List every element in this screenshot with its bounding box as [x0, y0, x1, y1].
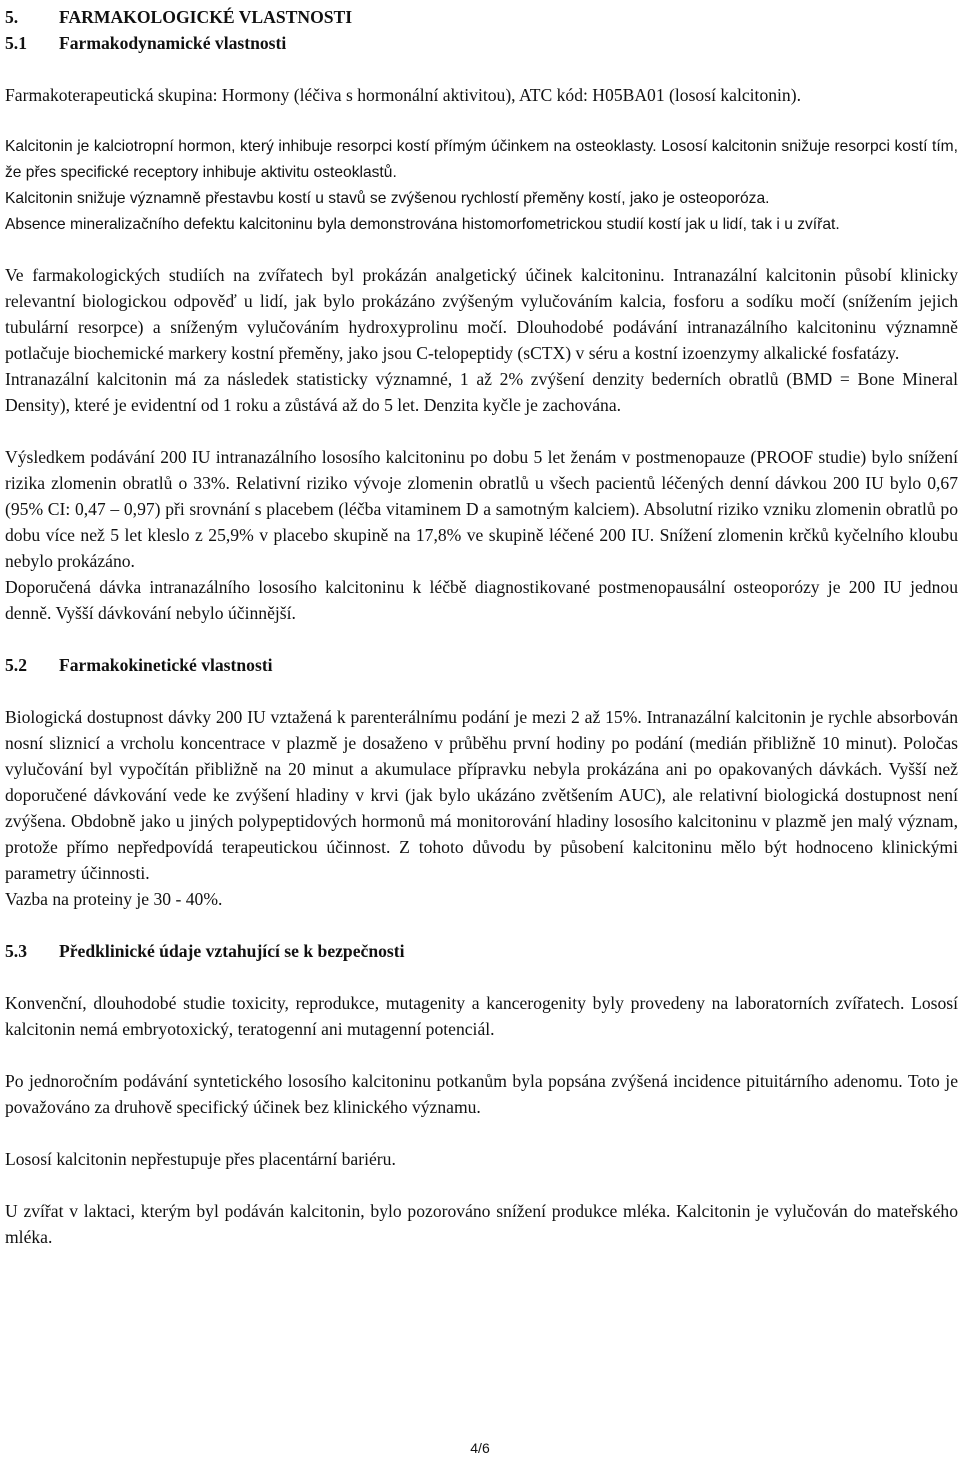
- section-5-2-title: Farmakokinetické vlastnosti: [59, 655, 273, 675]
- page-number: 4/6: [470, 1440, 490, 1456]
- paragraph-proof-study: Výsledkem podávání 200 IU intranazálního lososího kalcitoninu po dobu 5 let ženám v postmenopauze (PROOF studie) bylo snížení rizika zlomenin obratlů o 33%. Relativní riziko vývoje zlomenin obratlů u všech pacientů léčených denní dávkou 200 IU bylo 0,67 (95% CI: 0,47 – 0,97) při srovnání s placebem (léčba vitaminem D a samotným kalciem). Absolutní riziko vzniku zlomenin obratlů po dobu více než 5 let kleslo z 25,9% v placebo skupině na 17,8% ve skupině léčené 200 IU. Snížení zlomenin krčků kyčelního kloubu nebylo prokázáno.: [5, 447, 958, 571]
- section-5-3-number: 5.3: [5, 941, 27, 961]
- section-5-1-number: 5.1: [5, 33, 27, 53]
- paragraph-toxicity-studies: Konvenční, dlouhodobé studie toxicity, reprodukce, mutagenity a kancerogenity byly provedeny na laboratorních zvířatech. Lososí kalcitonin nemá embryotoxický, teratogenní ani mutagenní potenciál.: [5, 993, 958, 1039]
- paragraph-mineralization: Absence mineralizačního defektu kalcitoninu byla demonstrována histomorfometrickou studií kostí jak u lidí, tak i u zvířat.: [5, 216, 840, 233]
- section-5-1-title: Farmakodynamické vlastnosti: [59, 33, 287, 53]
- section-5-1-heading: [5, 30, 958, 56]
- paragraph-bone-remodeling: Kalcitonin snižuje významně přestavbu kostí u stavů se zvýšenou rychlostí přeměny kostí, jako je osteoporóza.: [5, 190, 770, 207]
- section-5-2-number: 5.2: [5, 655, 27, 675]
- paragraph-bmd: Intranazální kalcitonin má za následek statisticky významné, 1 až 2% zvýšení denzity bederních obratlů (BMD = Bone Mineral Density), které je evidentní od 1 roku a zůstává až do 5 let. Denzita kyčle je zachována.: [5, 369, 958, 415]
- section-5-2-heading: [5, 652, 958, 678]
- section-5-number: 5.: [5, 7, 19, 27]
- section-5-title: FARMAKOLOGICKÉ VLASTNOSTI: [59, 7, 353, 27]
- document-page: [5, 4, 958, 1250]
- paragraph-analgesic-effect: Ve farmakologických studiích na zvířatech byl prokázán analgetický účinek kalcitoninu. Intranazální kalcitonin působí klinicky relevantní biologickou odpověď u lidí, jak bylo prokázáno zvýšeným vylučováním kalcia, fosforu a sodíku močí (snížením jejich tubulární resorpce) a sníženým vylučováním hydroxyprolinu močí. Dlouhodobé podávání intranazálního kalcitoninu významně potlačuje biochemické markery kostní přeměny, jako jsou C-telopeptidy (sCTX) v séru a kostní izoenzymy alkalické fosfatázy.: [5, 265, 958, 363]
- section-5-3-heading: [5, 938, 958, 964]
- paragraph-pituitary-adenoma: Po jednoročním podávání syntetického lososího kalcitoninu potkanům byla popsána zvýšená incidence pituitárního adenomu. Toto je považováno za druhově specifický účinek bez klinického významu.: [5, 1071, 958, 1117]
- paragraph-placental-barrier: Lososí kalcitonin nepřestupuje přes placentární bariéru.: [5, 1149, 396, 1169]
- section-5-3-title: Předklinické údaje vztahující se k bezpečnosti: [59, 941, 405, 961]
- paragraph-recommended-dose: Doporučená dávka intranazálního lososího kalcitoninu k léčbě diagnostikované postmenopausální osteoporózy je 200 IU jednou denně. Vyšší dávkování nebylo účinnější.: [5, 577, 958, 623]
- section-5-heading: [5, 4, 958, 30]
- paragraph-bioavailability: Biologická dostupnost dávky 200 IU vztažená k parenterálnímu podání je mezi 2 až 15%. Intranazální kalcitonin je rychle absorbován nosní sliznicí a vrcholu koncentrace v plazmě je dosaženo v průběhu první hodiny po podání (medián přibližně 10 minut). Poločas vylučování byl vypočítán přibližně na 20 minut a akumulace přípravku nebyla prokázána ani po opakovaných dávkách. Vyšší než doporučené dávkování vede ke zvýšení hladiny v krvi (jak bylo ukázáno zvětšením AUC), ale relativní biologická dostupnost není zvýšena. Obdobně jako u jiných polypeptidových hormonů má monitorování hladiny lososího kalcitoninu v plazmě jen malý význam, protože přímo nepředpovídá terapeutickou účinnost. Z tohoto důvodu by působení kalcitoninu mělo být hodnoceno klinickými parametry účinnosti.: [5, 707, 958, 883]
- paragraph-protein-binding: Vazba na proteiny je 30 - 40%.: [5, 889, 223, 909]
- paragraph-lactation: U zvířat v laktaci, kterým byl podáván kalcitonin, bylo pozorováno snížení produkce mléka. Kalcitonin je vylučován do mateřského mléka.: [5, 1201, 958, 1247]
- paragraph-pharmacotherapeutic-group: Farmakoterapeutická skupina: Hormony (léčiva s hormonální aktivitou), ATC kód: H05BA01 (lososí kalcitonin).: [5, 85, 801, 105]
- paragraph-calcitonin-mechanism: Kalcitonin je kalciotropní hormon, který inhibuje resorpci kostí přímým účinkem na osteoklasty. Lososí kalcitonin snižuje resorpci kostí tím, že přes specifické receptory inhibuje aktivitu osteoklastů.: [5, 138, 958, 181]
